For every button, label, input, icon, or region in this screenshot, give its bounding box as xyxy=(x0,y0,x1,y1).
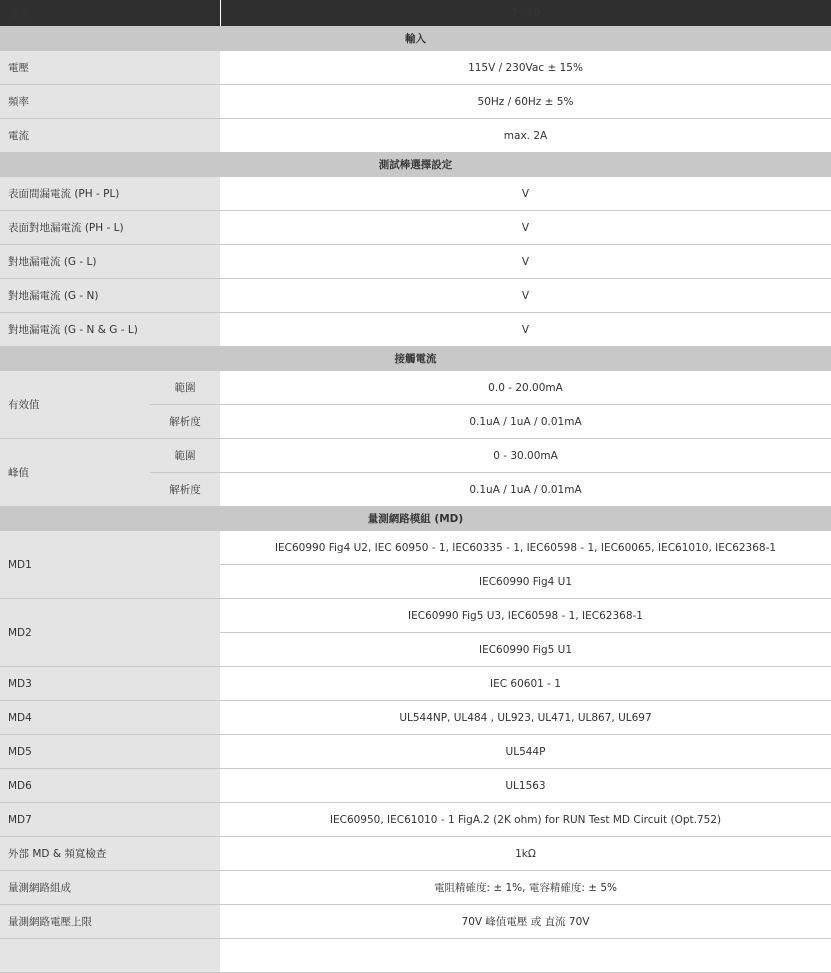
row-label: 量測網路電壓上限 xyxy=(0,905,220,939)
row-value: V xyxy=(220,177,831,211)
row-value: max. 2A xyxy=(220,119,831,153)
row-value: 1kΩ xyxy=(220,837,831,871)
row-label: 對地漏電流 (G - N & G - L) xyxy=(0,313,220,347)
section-probe xyxy=(0,153,831,177)
table-row xyxy=(0,245,831,279)
section-title: 測試棒選擇設定 xyxy=(0,153,831,177)
section-md xyxy=(0,507,831,531)
row-label: 電壓 xyxy=(0,51,220,85)
table-row xyxy=(0,85,831,119)
section-title: 量測網路模組 (MD) xyxy=(0,507,831,531)
row-value: V xyxy=(220,211,831,245)
section-touch-current xyxy=(0,347,831,371)
row-value: 70V 峰值電壓 或 直流 70V xyxy=(220,905,831,939)
row-label: MD3 xyxy=(0,667,220,701)
table-row xyxy=(0,701,831,735)
table-row xyxy=(0,599,831,633)
row-label: 電流 xyxy=(0,119,220,153)
row-value: UL544NP, UL484 , UL923, UL471, UL867, UL697 xyxy=(220,701,831,735)
row-value: V xyxy=(220,245,831,279)
row-label: MD7 xyxy=(0,803,220,837)
row-label: 量測網路組成 xyxy=(0,871,220,905)
row-label: 表面對地漏電流 (PH - L) xyxy=(0,211,220,245)
row-label: 頻率 xyxy=(0,85,220,119)
table-row xyxy=(0,803,831,837)
row-value: 0 - 30.00mA xyxy=(220,439,831,473)
row-value: UL544P xyxy=(220,735,831,769)
sub-label: 範圍 xyxy=(150,439,220,473)
row-label: MD4 xyxy=(0,701,220,735)
md2-label: MD2 xyxy=(0,599,220,667)
section-title: 接觸電流 xyxy=(0,347,831,371)
table-row xyxy=(0,177,831,211)
table-row-partial xyxy=(0,939,831,973)
row-label: 外部 MD & 頻寬檢查 xyxy=(0,837,220,871)
table-row xyxy=(0,211,831,245)
row-value: IEC60990 Fig5 U1 xyxy=(220,633,831,667)
table-row xyxy=(0,51,831,85)
row-value: IEC60990 Fig4 U1 xyxy=(220,565,831,599)
row-label: 對地漏電流 (G - L) xyxy=(0,245,220,279)
section-input xyxy=(0,27,831,51)
table-row xyxy=(0,279,831,313)
table-row xyxy=(0,439,831,473)
row-value: IEC 60601 - 1 xyxy=(220,667,831,701)
row-value: UL1563 xyxy=(220,769,831,803)
table-row xyxy=(0,667,831,701)
header-row xyxy=(0,0,831,27)
row-value: 115V / 230Vac ± 15% xyxy=(220,51,831,85)
row-value-empty xyxy=(220,939,831,973)
row-value: IEC60950, IEC61010 - 1 FigA.2 (2K ohm) for RUN Test MD Circuit (Opt.752) xyxy=(220,803,831,837)
table-row xyxy=(0,769,831,803)
row-value: IEC60990 Fig4 U2, IEC 60950 - 1, IEC60335 - 1, IEC60598 - 1, IEC60065, IEC61010, IEC62368-1 xyxy=(220,531,831,565)
row-label: MD6 xyxy=(0,769,220,803)
row-label-empty xyxy=(0,939,220,973)
model-value: 7630 xyxy=(220,0,831,27)
group-label: 有效值 xyxy=(0,371,150,439)
row-value: V xyxy=(220,279,831,313)
sub-label: 範圍 xyxy=(150,371,220,405)
row-value: 電阻精確度: ± 1%, 電容精確度: ± 5% xyxy=(220,871,831,905)
table-row xyxy=(0,905,831,939)
table-row xyxy=(0,119,831,153)
section-title: 輸入 xyxy=(0,27,831,51)
row-value: 0.0 - 20.00mA xyxy=(220,371,831,405)
row-label: MD5 xyxy=(0,735,220,769)
table-row xyxy=(0,371,831,405)
row-value: 0.1uA / 1uA / 0.01mA xyxy=(220,473,831,507)
table-row xyxy=(0,871,831,905)
table-row xyxy=(0,531,831,565)
sub-label: 解析度 xyxy=(150,473,220,507)
row-value: IEC60990 Fig5 U3, IEC60598 - 1, IEC62368-1 xyxy=(220,599,831,633)
md1-label: MD1 xyxy=(0,531,220,599)
row-value: 50Hz / 60Hz ± 5% xyxy=(220,85,831,119)
group-label: 峰值 xyxy=(0,439,150,507)
table-row xyxy=(0,837,831,871)
row-label: 表面間漏電流 (PH - PL) xyxy=(0,177,220,211)
row-value: V xyxy=(220,313,831,347)
table-row xyxy=(0,735,831,769)
row-value: 0.1uA / 1uA / 0.01mA xyxy=(220,405,831,439)
table-row xyxy=(0,313,831,347)
model-label: 型號 xyxy=(0,0,220,27)
row-label: 對地漏電流 (G - N) xyxy=(0,279,220,313)
sub-label: 解析度 xyxy=(150,405,220,439)
